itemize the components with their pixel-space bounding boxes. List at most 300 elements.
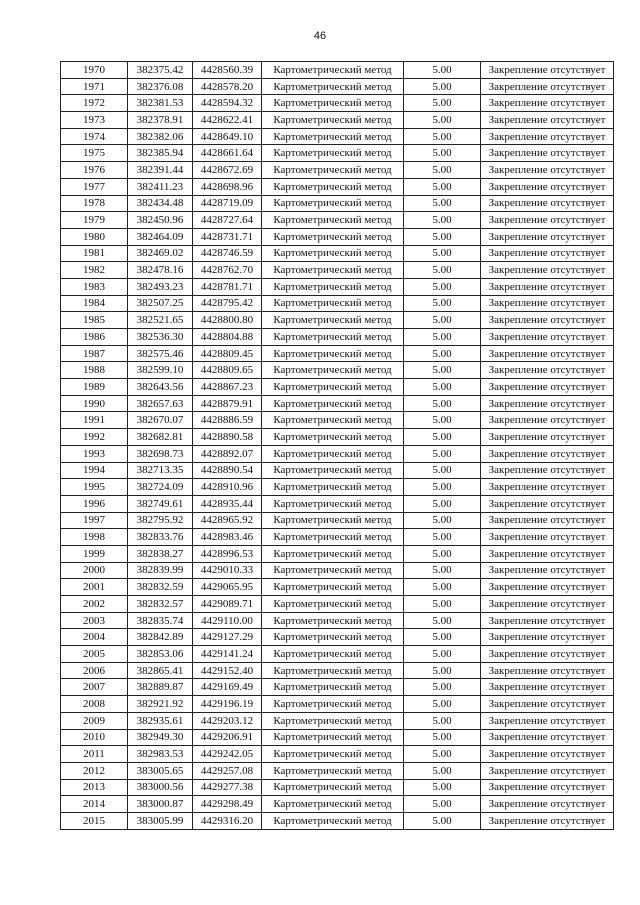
fixation-cell: Закрепление отсутствует — [481, 312, 614, 329]
error-cell: 5.00 — [404, 278, 481, 295]
point-number-cell: 2002 — [61, 596, 128, 613]
y-coordinate-cell: 4428910.96 — [193, 479, 262, 496]
x-coordinate-cell: 382478.16 — [128, 262, 193, 279]
table-row — [61, 112, 614, 129]
point-number-cell: 1986 — [61, 329, 128, 346]
error-cell: 5.00 — [404, 329, 481, 346]
x-coordinate-cell: 382889.87 — [128, 679, 193, 696]
method-cell: Картометрический метод — [262, 562, 404, 579]
method-cell: Картометрический метод — [262, 762, 404, 779]
error-cell: 5.00 — [404, 412, 481, 429]
fixation-cell: Закрепление отсутствует — [481, 162, 614, 179]
fixation-cell: Закрепление отсутствует — [481, 529, 614, 546]
error-cell: 5.00 — [404, 495, 481, 512]
method-cell: Картометрический метод — [262, 95, 404, 112]
x-coordinate-cell: 382375.42 — [128, 62, 193, 79]
table-row — [61, 729, 614, 746]
x-coordinate-cell: 382657.63 — [128, 395, 193, 412]
point-number-cell: 2009 — [61, 712, 128, 729]
method-cell: Картометрический метод — [262, 579, 404, 596]
method-cell: Картометрический метод — [262, 612, 404, 629]
y-coordinate-cell: 4428661.64 — [193, 145, 262, 162]
point-number-cell: 1988 — [61, 362, 128, 379]
table-row — [61, 212, 614, 229]
error-cell: 5.00 — [404, 529, 481, 546]
method-cell: Картометрический метод — [262, 278, 404, 295]
error-cell: 5.00 — [404, 629, 481, 646]
error-cell: 5.00 — [404, 362, 481, 379]
x-coordinate-cell: 382983.53 — [128, 746, 193, 763]
point-number-cell: 1999 — [61, 545, 128, 562]
fixation-cell: Закрепление отсутствует — [481, 412, 614, 429]
error-cell: 5.00 — [404, 662, 481, 679]
fixation-cell: Закрепление отсутствует — [481, 95, 614, 112]
method-cell: Картометрический метод — [262, 779, 404, 796]
table-row — [61, 128, 614, 145]
fixation-cell: Закрепление отсутствует — [481, 78, 614, 95]
y-coordinate-cell: 4429257.08 — [193, 762, 262, 779]
fixation-cell: Закрепление отсутствует — [481, 462, 614, 479]
method-cell: Картометрический метод — [262, 262, 404, 279]
method-cell: Картометрический метод — [262, 178, 404, 195]
table-row — [61, 679, 614, 696]
table-row — [61, 145, 614, 162]
fixation-cell: Закрепление отсутствует — [481, 62, 614, 79]
point-number-cell: 1982 — [61, 262, 128, 279]
y-coordinate-cell: 4428578.20 — [193, 78, 262, 95]
error-cell: 5.00 — [404, 245, 481, 262]
x-coordinate-cell: 382853.06 — [128, 646, 193, 663]
y-coordinate-cell: 4429277.38 — [193, 779, 262, 796]
y-coordinate-cell: 4428892.07 — [193, 445, 262, 462]
table-row — [61, 596, 614, 613]
method-cell: Картометрический метод — [262, 62, 404, 79]
method-cell: Картометрический метод — [262, 329, 404, 346]
fixation-cell: Закрепление отсутствует — [481, 278, 614, 295]
x-coordinate-cell: 382536.30 — [128, 329, 193, 346]
page-number: 46 — [313, 30, 327, 42]
table-row — [61, 379, 614, 396]
y-coordinate-cell: 4428804.88 — [193, 329, 262, 346]
table-row — [61, 412, 614, 429]
fixation-cell: Закрепление отсутствует — [481, 345, 614, 362]
y-coordinate-cell: 4428935.44 — [193, 495, 262, 512]
point-number-cell: 1974 — [61, 128, 128, 145]
y-coordinate-cell: 4428965.92 — [193, 512, 262, 529]
method-cell: Картометрический метод — [262, 395, 404, 412]
point-number-cell: 1972 — [61, 95, 128, 112]
fixation-cell: Закрепление отсутствует — [481, 629, 614, 646]
y-coordinate-cell: 4428594.32 — [193, 95, 262, 112]
y-coordinate-cell: 4429110.00 — [193, 612, 262, 629]
x-coordinate-cell: 382713.35 — [128, 462, 193, 479]
x-coordinate-cell: 382378.91 — [128, 112, 193, 129]
y-coordinate-cell: 4429152.40 — [193, 662, 262, 679]
x-coordinate-cell: 382838.27 — [128, 545, 193, 562]
x-coordinate-cell: 383000.56 — [128, 779, 193, 796]
error-cell: 5.00 — [404, 95, 481, 112]
y-coordinate-cell: 4428809.65 — [193, 362, 262, 379]
point-number-cell: 2015 — [61, 812, 128, 829]
table-row — [61, 762, 614, 779]
error-cell: 5.00 — [404, 479, 481, 496]
point-number-cell: 2011 — [61, 746, 128, 763]
x-coordinate-cell: 383005.99 — [128, 812, 193, 829]
error-cell: 5.00 — [404, 78, 481, 95]
point-number-cell: 1987 — [61, 345, 128, 362]
table-row — [61, 329, 614, 346]
point-number-cell: 1981 — [61, 245, 128, 262]
fixation-cell: Закрепление отсутствует — [481, 779, 614, 796]
method-cell: Картометрический метод — [262, 629, 404, 646]
x-coordinate-cell: 382507.25 — [128, 295, 193, 312]
method-cell: Картометрический метод — [262, 545, 404, 562]
y-coordinate-cell: 4428727.64 — [193, 212, 262, 229]
fixation-cell: Закрепление отсутствует — [481, 379, 614, 396]
fixation-cell: Закрепление отсутствует — [481, 429, 614, 446]
y-coordinate-cell: 4429065.95 — [193, 579, 262, 596]
x-coordinate-cell: 382833.76 — [128, 529, 193, 546]
method-cell: Картометрический метод — [262, 128, 404, 145]
point-number-cell: 2003 — [61, 612, 128, 629]
table-row — [61, 545, 614, 562]
method-cell: Картометрический метод — [262, 462, 404, 479]
x-coordinate-cell: 382385.94 — [128, 145, 193, 162]
y-coordinate-cell: 4428983.46 — [193, 529, 262, 546]
y-coordinate-cell: 4428879.91 — [193, 395, 262, 412]
error-cell: 5.00 — [404, 395, 481, 412]
y-coordinate-cell: 4429089.71 — [193, 596, 262, 613]
y-coordinate-cell: 4429203.12 — [193, 712, 262, 729]
method-cell: Картометрический метод — [262, 812, 404, 829]
method-cell: Картометрический метод — [262, 479, 404, 496]
error-cell: 5.00 — [404, 212, 481, 229]
method-cell: Картометрический метод — [262, 412, 404, 429]
y-coordinate-cell: 4428762.70 — [193, 262, 262, 279]
method-cell: Картометрический метод — [262, 145, 404, 162]
method-cell: Картометрический метод — [262, 512, 404, 529]
point-number-cell: 2007 — [61, 679, 128, 696]
x-coordinate-cell: 382832.57 — [128, 596, 193, 613]
y-coordinate-cell: 4428672.69 — [193, 162, 262, 179]
table-row — [61, 495, 614, 512]
point-number-cell: 1998 — [61, 529, 128, 546]
fixation-cell: Закрепление отсутствует — [481, 712, 614, 729]
method-cell: Картометрический метод — [262, 245, 404, 262]
table-row — [61, 696, 614, 713]
x-coordinate-cell: 382842.89 — [128, 629, 193, 646]
fixation-cell: Закрепление отсутствует — [481, 545, 614, 562]
fixation-cell: Закрепление отсутствует — [481, 228, 614, 245]
table-row — [61, 345, 614, 362]
x-coordinate-cell: 382521.65 — [128, 312, 193, 329]
table-row — [61, 562, 614, 579]
point-number-cell: 1983 — [61, 278, 128, 295]
method-cell: Картометрический метод — [262, 312, 404, 329]
x-coordinate-cell: 382670.07 — [128, 412, 193, 429]
error-cell: 5.00 — [404, 779, 481, 796]
error-cell: 5.00 — [404, 796, 481, 813]
point-number-cell: 2001 — [61, 579, 128, 596]
method-cell: Картометрический метод — [262, 679, 404, 696]
method-cell: Картометрический метод — [262, 195, 404, 212]
y-coordinate-cell: 4429127.29 — [193, 629, 262, 646]
y-coordinate-cell: 4428867.23 — [193, 379, 262, 396]
x-coordinate-cell: 382935.61 — [128, 712, 193, 729]
error-cell: 5.00 — [404, 128, 481, 145]
method-cell: Картометрический метод — [262, 295, 404, 312]
x-coordinate-cell: 382832.59 — [128, 579, 193, 596]
table-row — [61, 646, 614, 663]
point-number-cell: 1976 — [61, 162, 128, 179]
error-cell: 5.00 — [404, 679, 481, 696]
point-number-cell: 1990 — [61, 395, 128, 412]
table-row — [61, 612, 614, 629]
fixation-cell: Закрепление отсутствует — [481, 729, 614, 746]
method-cell: Картометрический метод — [262, 495, 404, 512]
table-row — [61, 162, 614, 179]
fixation-cell: Закрепление отсутствует — [481, 295, 614, 312]
y-coordinate-cell: 4428809.45 — [193, 345, 262, 362]
x-coordinate-cell: 382464.09 — [128, 228, 193, 245]
fixation-cell: Закрепление отсутствует — [481, 796, 614, 813]
table-row — [61, 262, 614, 279]
table-row — [61, 529, 614, 546]
method-cell: Картометрический метод — [262, 662, 404, 679]
point-number-cell: 1984 — [61, 295, 128, 312]
table-row — [61, 629, 614, 646]
fixation-cell: Закрепление отсутствует — [481, 128, 614, 145]
table-row — [61, 479, 614, 496]
fixation-cell: Закрепление отсутствует — [481, 662, 614, 679]
fixation-cell: Закрепление отсутствует — [481, 746, 614, 763]
method-cell: Картометрический метод — [262, 362, 404, 379]
x-coordinate-cell: 382839.99 — [128, 562, 193, 579]
x-coordinate-cell: 382434.48 — [128, 195, 193, 212]
point-number-cell: 2008 — [61, 696, 128, 713]
fixation-cell: Закрепление отсутствует — [481, 445, 614, 462]
point-number-cell: 2013 — [61, 779, 128, 796]
y-coordinate-cell: 4429298.49 — [193, 796, 262, 813]
x-coordinate-cell: 382698.73 — [128, 445, 193, 462]
error-cell: 5.00 — [404, 746, 481, 763]
x-coordinate-cell: 383000.87 — [128, 796, 193, 813]
y-coordinate-cell: 4429316.20 — [193, 812, 262, 829]
x-coordinate-cell: 382382.06 — [128, 128, 193, 145]
error-cell: 5.00 — [404, 312, 481, 329]
y-coordinate-cell: 4428560.39 — [193, 62, 262, 79]
error-cell: 5.00 — [404, 228, 481, 245]
error-cell: 5.00 — [404, 712, 481, 729]
method-cell: Картометрический метод — [262, 796, 404, 813]
x-coordinate-cell: 382381.53 — [128, 95, 193, 112]
fixation-cell: Закрепление отсутствует — [481, 646, 614, 663]
fixation-cell: Закрепление отсутствует — [481, 362, 614, 379]
point-number-cell: 2010 — [61, 729, 128, 746]
method-cell: Картометрический метод — [262, 212, 404, 229]
table-row — [61, 245, 614, 262]
error-cell: 5.00 — [404, 379, 481, 396]
x-coordinate-cell: 382749.61 — [128, 495, 193, 512]
table-row — [61, 746, 614, 763]
y-coordinate-cell: 4428795.42 — [193, 295, 262, 312]
table-row — [61, 62, 614, 79]
y-coordinate-cell: 4428719.09 — [193, 195, 262, 212]
fixation-cell: Закрепление отсутствует — [481, 112, 614, 129]
error-cell: 5.00 — [404, 612, 481, 629]
fixation-cell: Закрепление отсутствует — [481, 479, 614, 496]
error-cell: 5.00 — [404, 145, 481, 162]
point-number-cell: 2012 — [61, 762, 128, 779]
x-coordinate-cell: 382865.41 — [128, 662, 193, 679]
x-coordinate-cell: 382682.81 — [128, 429, 193, 446]
error-cell: 5.00 — [404, 812, 481, 829]
table-row — [61, 228, 614, 245]
x-coordinate-cell: 382411.23 — [128, 178, 193, 195]
y-coordinate-cell: 4428622.41 — [193, 112, 262, 129]
fixation-cell: Закрепление отсутствует — [481, 178, 614, 195]
y-coordinate-cell: 4428649.10 — [193, 128, 262, 145]
table-row — [61, 278, 614, 295]
point-number-cell: 2014 — [61, 796, 128, 813]
y-coordinate-cell: 4428996.53 — [193, 545, 262, 562]
error-cell: 5.00 — [404, 429, 481, 446]
fixation-cell: Закрепление отсутствует — [481, 329, 614, 346]
method-cell: Картометрический метод — [262, 646, 404, 663]
fixation-cell: Закрепление отсутствует — [481, 145, 614, 162]
error-cell: 5.00 — [404, 646, 481, 663]
table-row — [61, 95, 614, 112]
point-number-cell: 1995 — [61, 479, 128, 496]
x-coordinate-cell: 382643.56 — [128, 379, 193, 396]
fixation-cell: Закрепление отсутствует — [481, 612, 614, 629]
method-cell: Картометрический метод — [262, 712, 404, 729]
error-cell: 5.00 — [404, 696, 481, 713]
y-coordinate-cell: 4428800.80 — [193, 312, 262, 329]
point-number-cell: 1992 — [61, 429, 128, 446]
error-cell: 5.00 — [404, 295, 481, 312]
y-coordinate-cell: 4428731.71 — [193, 228, 262, 245]
x-coordinate-cell: 382724.09 — [128, 479, 193, 496]
table-row — [61, 662, 614, 679]
table-row — [61, 178, 614, 195]
x-coordinate-cell: 383005.65 — [128, 762, 193, 779]
x-coordinate-cell: 382493.23 — [128, 278, 193, 295]
method-cell: Картометрический метод — [262, 746, 404, 763]
error-cell: 5.00 — [404, 445, 481, 462]
point-number-cell: 2005 — [61, 646, 128, 663]
y-coordinate-cell: 4429010.33 — [193, 562, 262, 579]
table-row — [61, 429, 614, 446]
method-cell: Картометрический метод — [262, 529, 404, 546]
table-row — [61, 78, 614, 95]
error-cell: 5.00 — [404, 729, 481, 746]
point-number-cell: 2004 — [61, 629, 128, 646]
point-number-cell: 1978 — [61, 195, 128, 212]
method-cell: Картометрический метод — [262, 596, 404, 613]
fixation-cell: Закрепление отсутствует — [481, 495, 614, 512]
y-coordinate-cell: 4428781.71 — [193, 278, 262, 295]
x-coordinate-cell: 382949.30 — [128, 729, 193, 746]
y-coordinate-cell: 4429196.19 — [193, 696, 262, 713]
table-row — [61, 779, 614, 796]
x-coordinate-cell: 382450.96 — [128, 212, 193, 229]
fixation-cell: Закрепление отсутствует — [481, 579, 614, 596]
point-number-cell: 1971 — [61, 78, 128, 95]
fixation-cell: Закрепление отсутствует — [481, 195, 614, 212]
table-row — [61, 295, 614, 312]
fixation-cell: Закрепление отсутствует — [481, 212, 614, 229]
table-row — [61, 579, 614, 596]
fixation-cell: Закрепление отсутствует — [481, 812, 614, 829]
y-coordinate-cell: 4428746.59 — [193, 245, 262, 262]
method-cell: Картометрический метод — [262, 696, 404, 713]
y-coordinate-cell: 4428886.59 — [193, 412, 262, 429]
table-row — [61, 312, 614, 329]
fixation-cell: Закрепление отсутствует — [481, 696, 614, 713]
error-cell: 5.00 — [404, 462, 481, 479]
x-coordinate-cell: 382921.92 — [128, 696, 193, 713]
y-coordinate-cell: 4428698.96 — [193, 178, 262, 195]
method-cell: Картометрический метод — [262, 78, 404, 95]
point-number-cell: 1977 — [61, 178, 128, 195]
error-cell: 5.00 — [404, 162, 481, 179]
point-number-cell: 1975 — [61, 145, 128, 162]
point-number-cell: 1979 — [61, 212, 128, 229]
y-coordinate-cell: 4429141.24 — [193, 646, 262, 663]
error-cell: 5.00 — [404, 562, 481, 579]
fixation-cell: Закрепление отсутствует — [481, 562, 614, 579]
error-cell: 5.00 — [404, 345, 481, 362]
table-row — [61, 195, 614, 212]
x-coordinate-cell: 382391.44 — [128, 162, 193, 179]
x-coordinate-cell: 382376.08 — [128, 78, 193, 95]
fixation-cell: Закрепление отсутствует — [481, 679, 614, 696]
point-number-cell: 2006 — [61, 662, 128, 679]
method-cell: Картометрический метод — [262, 729, 404, 746]
y-coordinate-cell: 4429242.05 — [193, 746, 262, 763]
table-row — [61, 812, 614, 829]
y-coordinate-cell: 4429206.91 — [193, 729, 262, 746]
coordinates-table — [60, 61, 614, 830]
x-coordinate-cell: 382599.10 — [128, 362, 193, 379]
error-cell: 5.00 — [404, 762, 481, 779]
fixation-cell: Закрепление отсутствует — [481, 245, 614, 262]
table-row — [61, 362, 614, 379]
method-cell: Картометрический метод — [262, 429, 404, 446]
table-row — [61, 445, 614, 462]
point-number-cell: 1993 — [61, 445, 128, 462]
point-number-cell: 1985 — [61, 312, 128, 329]
point-number-cell: 1973 — [61, 112, 128, 129]
method-cell: Картометрический метод — [262, 228, 404, 245]
table-row — [61, 395, 614, 412]
point-number-cell: 1994 — [61, 462, 128, 479]
method-cell: Картометрический метод — [262, 379, 404, 396]
method-cell: Картометрический метод — [262, 345, 404, 362]
point-number-cell: 1997 — [61, 512, 128, 529]
y-coordinate-cell: 4428890.58 — [193, 429, 262, 446]
error-cell: 5.00 — [404, 545, 481, 562]
point-number-cell: 1991 — [61, 412, 128, 429]
x-coordinate-cell: 382835.74 — [128, 612, 193, 629]
error-cell: 5.00 — [404, 596, 481, 613]
fixation-cell: Закрепление отсутствует — [481, 395, 614, 412]
x-coordinate-cell: 382469.02 — [128, 245, 193, 262]
table-row — [61, 796, 614, 813]
error-cell: 5.00 — [404, 112, 481, 129]
table-row — [61, 512, 614, 529]
